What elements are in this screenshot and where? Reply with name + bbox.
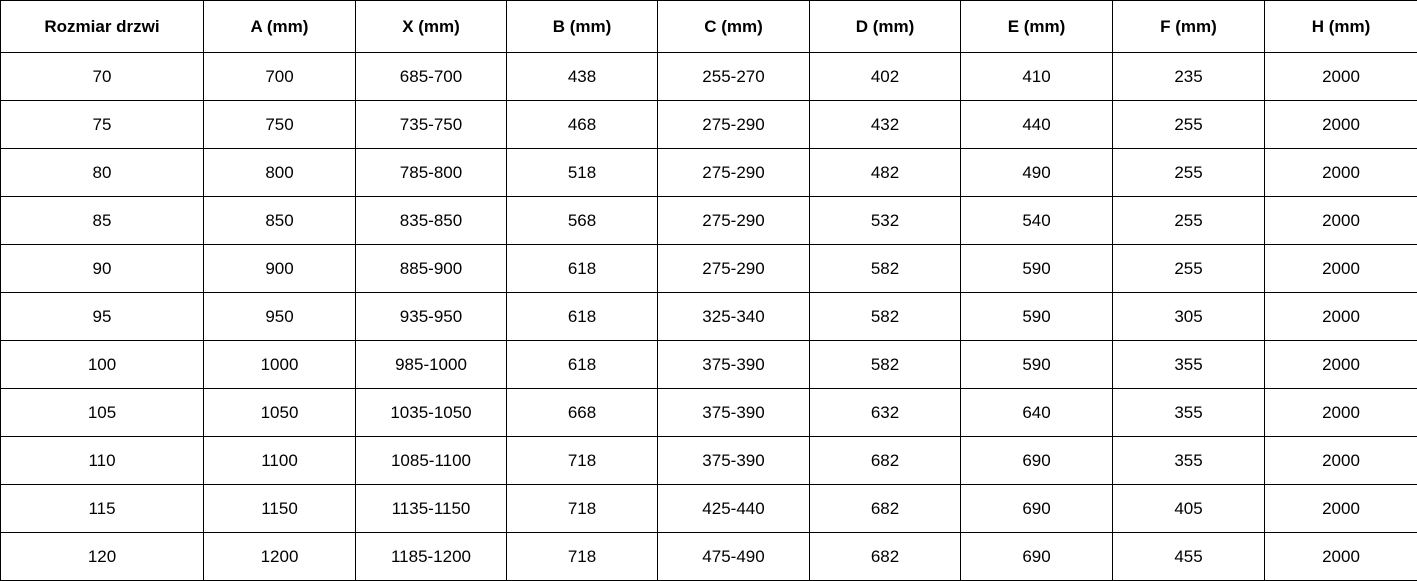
cell-d: 482 xyxy=(810,149,961,197)
cell-c: 375-390 xyxy=(658,389,810,437)
cell-b: 718 xyxy=(507,533,658,581)
cell-a: 700 xyxy=(204,53,356,101)
cell-e: 490 xyxy=(961,149,1113,197)
cell-f: 405 xyxy=(1113,485,1265,533)
cell-c: 275-290 xyxy=(658,149,810,197)
cell-rozmiar-drzwi: 120 xyxy=(1,533,204,581)
table-row xyxy=(1,437,1417,485)
cell-d: 682 xyxy=(810,485,961,533)
cell-a: 1200 xyxy=(204,533,356,581)
cell-a: 1100 xyxy=(204,437,356,485)
cell-a: 750 xyxy=(204,101,356,149)
cell-x: 885-900 xyxy=(356,245,507,293)
cell-c: 325-340 xyxy=(658,293,810,341)
cell-h: 2000 xyxy=(1265,245,1417,293)
cell-h: 2000 xyxy=(1265,533,1417,581)
cell-b: 618 xyxy=(507,293,658,341)
table-row xyxy=(1,533,1417,581)
cell-c: 255-270 xyxy=(658,53,810,101)
cell-e: 590 xyxy=(961,293,1113,341)
column-header-h: H (mm) xyxy=(1265,1,1417,53)
cell-h: 2000 xyxy=(1265,437,1417,485)
cell-f: 255 xyxy=(1113,197,1265,245)
cell-c: 275-290 xyxy=(658,101,810,149)
cell-a: 850 xyxy=(204,197,356,245)
column-header-a: A (mm) xyxy=(204,1,356,53)
table-row xyxy=(1,389,1417,437)
cell-h: 2000 xyxy=(1265,341,1417,389)
cell-b: 438 xyxy=(507,53,658,101)
cell-a: 1050 xyxy=(204,389,356,437)
column-header-b: B (mm) xyxy=(507,1,658,53)
cell-d: 682 xyxy=(810,437,961,485)
table-row xyxy=(1,245,1417,293)
cell-d: 682 xyxy=(810,533,961,581)
cell-rozmiar-drzwi: 115 xyxy=(1,485,204,533)
cell-b: 718 xyxy=(507,437,658,485)
cell-e: 540 xyxy=(961,197,1113,245)
cell-b: 468 xyxy=(507,101,658,149)
cell-h: 2000 xyxy=(1265,293,1417,341)
cell-e: 590 xyxy=(961,245,1113,293)
cell-x: 1185-1200 xyxy=(356,533,507,581)
table-body xyxy=(1,53,1417,581)
table-row xyxy=(1,101,1417,149)
cell-e: 590 xyxy=(961,341,1113,389)
cell-x: 785-800 xyxy=(356,149,507,197)
column-header-e: E (mm) xyxy=(961,1,1113,53)
cell-rozmiar-drzwi: 75 xyxy=(1,101,204,149)
cell-x: 985-1000 xyxy=(356,341,507,389)
column-header-x: X (mm) xyxy=(356,1,507,53)
cell-b: 618 xyxy=(507,245,658,293)
cell-f: 455 xyxy=(1113,533,1265,581)
cell-x: 1085-1100 xyxy=(356,437,507,485)
cell-e: 690 xyxy=(961,437,1113,485)
cell-a: 1000 xyxy=(204,341,356,389)
column-header-rozmiar-drzwi: Rozmiar drzwi xyxy=(1,1,204,53)
cell-a: 800 xyxy=(204,149,356,197)
table-row xyxy=(1,341,1417,389)
cell-e: 440 xyxy=(961,101,1113,149)
table-row xyxy=(1,53,1417,101)
cell-d: 432 xyxy=(810,101,961,149)
cell-h: 2000 xyxy=(1265,389,1417,437)
cell-a: 950 xyxy=(204,293,356,341)
column-header-c: C (mm) xyxy=(658,1,810,53)
cell-h: 2000 xyxy=(1265,101,1417,149)
cell-x: 835-850 xyxy=(356,197,507,245)
cell-rozmiar-drzwi: 100 xyxy=(1,341,204,389)
cell-e: 640 xyxy=(961,389,1113,437)
cell-a: 900 xyxy=(204,245,356,293)
column-header-f: F (mm) xyxy=(1113,1,1265,53)
cell-rozmiar-drzwi: 80 xyxy=(1,149,204,197)
table-row xyxy=(1,197,1417,245)
cell-h: 2000 xyxy=(1265,485,1417,533)
cell-d: 582 xyxy=(810,245,961,293)
cell-d: 582 xyxy=(810,293,961,341)
cell-c: 375-390 xyxy=(658,341,810,389)
cell-x: 935-950 xyxy=(356,293,507,341)
cell-b: 618 xyxy=(507,341,658,389)
cell-b: 568 xyxy=(507,197,658,245)
cell-f: 355 xyxy=(1113,389,1265,437)
cell-b: 668 xyxy=(507,389,658,437)
cell-c: 475-490 xyxy=(658,533,810,581)
cell-f: 305 xyxy=(1113,293,1265,341)
cell-h: 2000 xyxy=(1265,149,1417,197)
cell-e: 690 xyxy=(961,485,1113,533)
column-header-d: D (mm) xyxy=(810,1,961,53)
cell-x: 1135-1150 xyxy=(356,485,507,533)
cell-c: 375-390 xyxy=(658,437,810,485)
cell-f: 255 xyxy=(1113,101,1265,149)
cell-f: 355 xyxy=(1113,437,1265,485)
cell-rozmiar-drzwi: 70 xyxy=(1,53,204,101)
cell-rozmiar-drzwi: 85 xyxy=(1,197,204,245)
cell-f: 355 xyxy=(1113,341,1265,389)
cell-d: 632 xyxy=(810,389,961,437)
cell-d: 532 xyxy=(810,197,961,245)
table-header xyxy=(1,1,1417,53)
cell-rozmiar-drzwi: 105 xyxy=(1,389,204,437)
cell-rozmiar-drzwi: 90 xyxy=(1,245,204,293)
cell-a: 1150 xyxy=(204,485,356,533)
cell-f: 255 xyxy=(1113,149,1265,197)
cell-x: 735-750 xyxy=(356,101,507,149)
table-row xyxy=(1,485,1417,533)
cell-b: 718 xyxy=(507,485,658,533)
cell-x: 685-700 xyxy=(356,53,507,101)
table-row xyxy=(1,149,1417,197)
cell-rozmiar-drzwi: 110 xyxy=(1,437,204,485)
cell-x: 1035-1050 xyxy=(356,389,507,437)
cell-e: 690 xyxy=(961,533,1113,581)
cell-f: 255 xyxy=(1113,245,1265,293)
cell-f: 235 xyxy=(1113,53,1265,101)
cell-d: 402 xyxy=(810,53,961,101)
cell-c: 425-440 xyxy=(658,485,810,533)
cell-c: 275-290 xyxy=(658,197,810,245)
cell-rozmiar-drzwi: 95 xyxy=(1,293,204,341)
table-row xyxy=(1,293,1417,341)
cell-e: 410 xyxy=(961,53,1113,101)
table-header-row xyxy=(1,1,1417,53)
cell-h: 2000 xyxy=(1265,197,1417,245)
cell-h: 2000 xyxy=(1265,53,1417,101)
cell-c: 275-290 xyxy=(658,245,810,293)
cell-b: 518 xyxy=(507,149,658,197)
cell-d: 582 xyxy=(810,341,961,389)
